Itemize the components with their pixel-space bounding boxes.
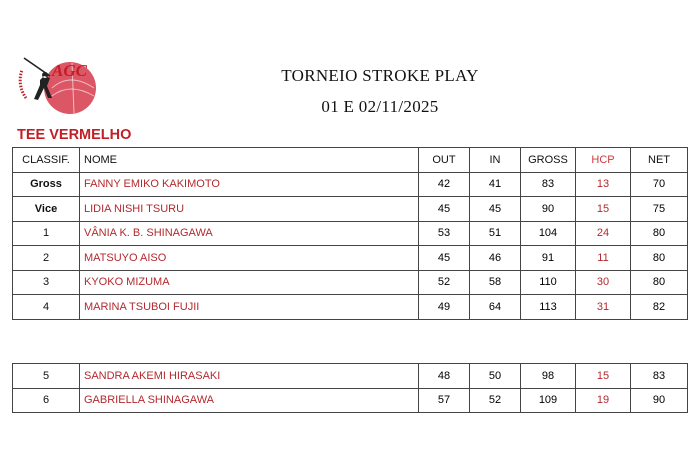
cell-classif: 2 [13,246,80,271]
cell-out: 45 [419,246,470,271]
cell-in: 52 [470,388,521,413]
table-row [13,172,688,197]
cell-nome: MATSUYO AISO [80,246,419,271]
cell-gross: 98 [521,364,576,389]
logo-lettering: AGC [52,61,87,80]
cell-net: 80 [631,270,688,295]
cell-gross: 110 [521,270,576,295]
cell-classif: Gross [13,172,80,197]
cell-in: 64 [470,295,521,320]
cell-nome: LIDIA NISHI TSURU [80,197,419,222]
cell-classif: 4 [13,295,80,320]
cell-net: 75 [631,197,688,222]
tournament-date: 01 E 02/11/2025 [321,97,439,116]
results-table-lower [12,363,688,413]
cell-gross: 83 [521,172,576,197]
cell-hcp: 31 [576,295,631,320]
cell-classif: 3 [13,270,80,295]
cell-net: 80 [631,246,688,271]
cell-gross: 113 [521,295,576,320]
col-hcp: HCP [576,148,631,173]
cell-gross: 91 [521,246,576,271]
cell-nome: SANDRA AKEMI HIRASAKI [80,364,419,389]
cell-out: 49 [419,295,470,320]
cell-classif: 5 [13,364,80,389]
col-out: OUT [419,148,470,173]
cell-gross: 104 [521,221,576,246]
cell-hcp: 24 [576,221,631,246]
col-in: IN [470,148,521,173]
cell-classif: 6 [13,388,80,413]
cell-in: 58 [470,270,521,295]
cell-out: 45 [419,197,470,222]
cell-out: 57 [419,388,470,413]
club-logo [12,50,112,125]
cell-hcp: 13 [576,172,631,197]
cell-out: 53 [419,221,470,246]
cell-out: 48 [419,364,470,389]
tournament-title: TORNEIO STROKE PLAY [281,66,479,85]
cell-hcp: 30 [576,270,631,295]
table-row [13,364,688,389]
table-row [13,197,688,222]
cell-in: 45 [470,197,521,222]
table-row [13,388,688,413]
cell-hcp: 11 [576,246,631,271]
cell-in: 51 [470,221,521,246]
cell-nome: KYOKO MIZUMA [80,270,419,295]
cell-nome: MARINA TSUBOI FUJII [80,295,419,320]
cell-nome: VÂNIA K. B. SHINAGAWA [80,221,419,246]
cell-hcp: 15 [576,197,631,222]
cell-net: 80 [631,221,688,246]
cell-nome: FANNY EMIKO KAKIMOTO [80,172,419,197]
cell-classif: Vice [13,197,80,222]
cell-in: 46 [470,246,521,271]
cell-gross: 90 [521,197,576,222]
results-table [12,147,688,320]
table-row [13,246,688,271]
table-row [13,295,688,320]
cell-out: 52 [419,270,470,295]
cell-gross: 109 [521,388,576,413]
table-row [13,270,688,295]
col-classif: CLASSIF. [13,148,80,173]
col-net: NET [631,148,688,173]
cell-hcp: 19 [576,388,631,413]
col-nome: NOME [80,148,419,173]
cell-classif: 1 [13,221,80,246]
tee-label: TEE VERMELHO [17,127,132,143]
cell-net: 83 [631,364,688,389]
cell-net: 70 [631,172,688,197]
cell-out: 42 [419,172,470,197]
cell-hcp: 15 [576,364,631,389]
cell-in: 50 [470,364,521,389]
header-row [13,148,688,173]
cell-nome: GABRIELLA SHINAGAWA [80,388,419,413]
col-gross: GROSS [521,148,576,173]
table-row [13,221,688,246]
cell-net: 82 [631,295,688,320]
cell-in: 41 [470,172,521,197]
cell-net: 90 [631,388,688,413]
